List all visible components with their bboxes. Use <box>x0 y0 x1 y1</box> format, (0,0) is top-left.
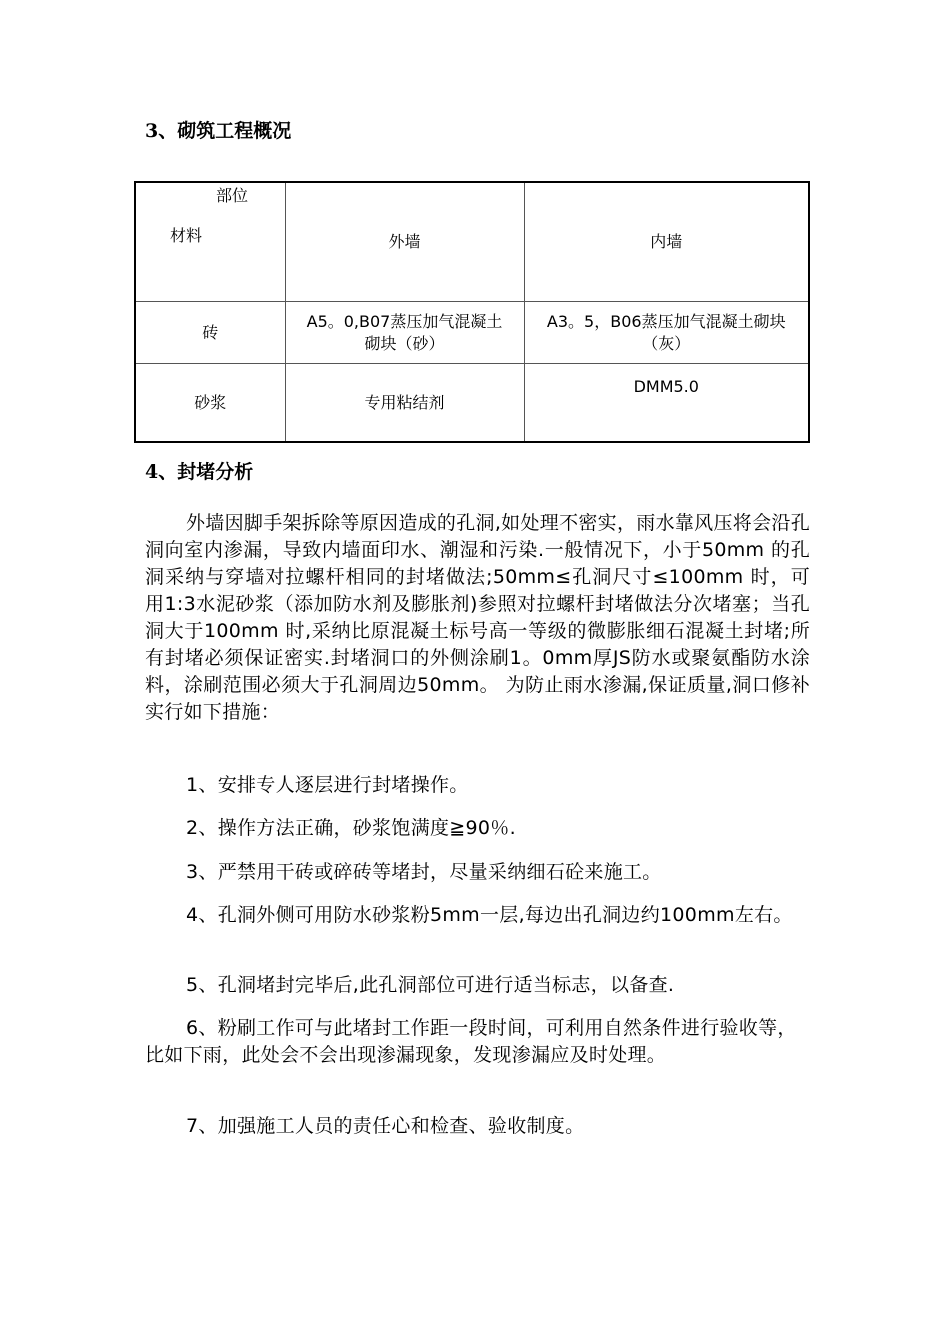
row-label-mortar: 砂浆 <box>135 364 285 443</box>
table-header-row <box>135 182 809 302</box>
table-row <box>135 364 809 443</box>
list-item: 2、操作方法正确，砂浆饱满度≧90％. <box>186 817 516 839</box>
list-item: 4、孔洞外侧可用防水砂浆粉5mm一层,每边出孔洞边约100mm左右。 <box>186 904 793 926</box>
table-row <box>135 302 809 364</box>
cell-brick-inner <box>524 302 809 364</box>
cell-brick-inner-line1: A3。5，B06蒸压加气混凝土砌块 <box>546 311 786 331</box>
cell-brick-inner-line2: （灰） <box>642 333 691 353</box>
cell-brick-outer-line2: 砌块（砂） <box>364 333 445 353</box>
cell-brick-outer <box>285 302 524 364</box>
list-item: 3、严禁用干砖或碎砖等堵封，尽量采纳细石砼来施工。 <box>186 861 662 883</box>
cell-mortar-outer: 专用粘结剂 <box>285 364 524 443</box>
list-item: 6、粉刷工作可与此堵封工作距一段时间，可利用自然条件进行验收等，比如下雨，此处会不会出现渗漏现象，发现渗漏应及时处理。 <box>145 1017 797 1066</box>
corner-label-material: 材料 <box>170 226 203 245</box>
row-label-brick: 砖 <box>135 302 285 364</box>
list-item: 5、孔洞堵封完毕后,此孔洞部位可进行适当标志，以备查. <box>186 974 675 996</box>
section-3-heading: 3、砌筑工程概况 <box>145 120 292 142</box>
list-item: 1、安排专人逐层进行封堵操作。 <box>186 774 469 796</box>
corner-label-position: 部位 <box>216 186 249 205</box>
list-item: 7、加强施工人员的责任心和检查、验收制度。 <box>186 1115 585 1137</box>
cell-mortar-inner: DMM5.0 <box>524 364 809 443</box>
section-4-heading: 4、封堵分析 <box>145 461 254 483</box>
corner-header-cell <box>135 182 285 302</box>
sealing-analysis-paragraph: 外墙因脚手架拆除等原因造成的孔洞,如处理不密实，雨水靠风压将会沿孔洞向室内渗漏，导致内墙面印水、潮湿和污染.一般情况下，小于50mm 的孔洞采纳与穿墙对拉螺杆相同的封堵做法;50mm≤孔洞尺寸≤100mm 时，可用1:3水泥砂浆（添加防水剂及膨胀剂)参照对拉螺杆封堵做法分次堵塞；当孔洞大于100mm 时,采纳比原混凝土标号高一等级的微膨胀细石混凝土封堵;所有封堵必须保证密实.封堵洞口的外侧涂刷1。0mm厚JS防水或聚氨酯防水涂料，涂刷范围必须大于孔洞周边50mm。 为防止雨水渗漏,保证质量,洞口修补实行如下措施： <box>145 512 810 723</box>
header-outer-wall: 外墙 <box>285 182 524 302</box>
header-inner-wall: 内墙 <box>524 182 809 302</box>
masonry-materials-table <box>134 181 810 443</box>
cell-brick-outer-line1: A5。0,B07蒸压加气混凝土 <box>306 311 503 331</box>
